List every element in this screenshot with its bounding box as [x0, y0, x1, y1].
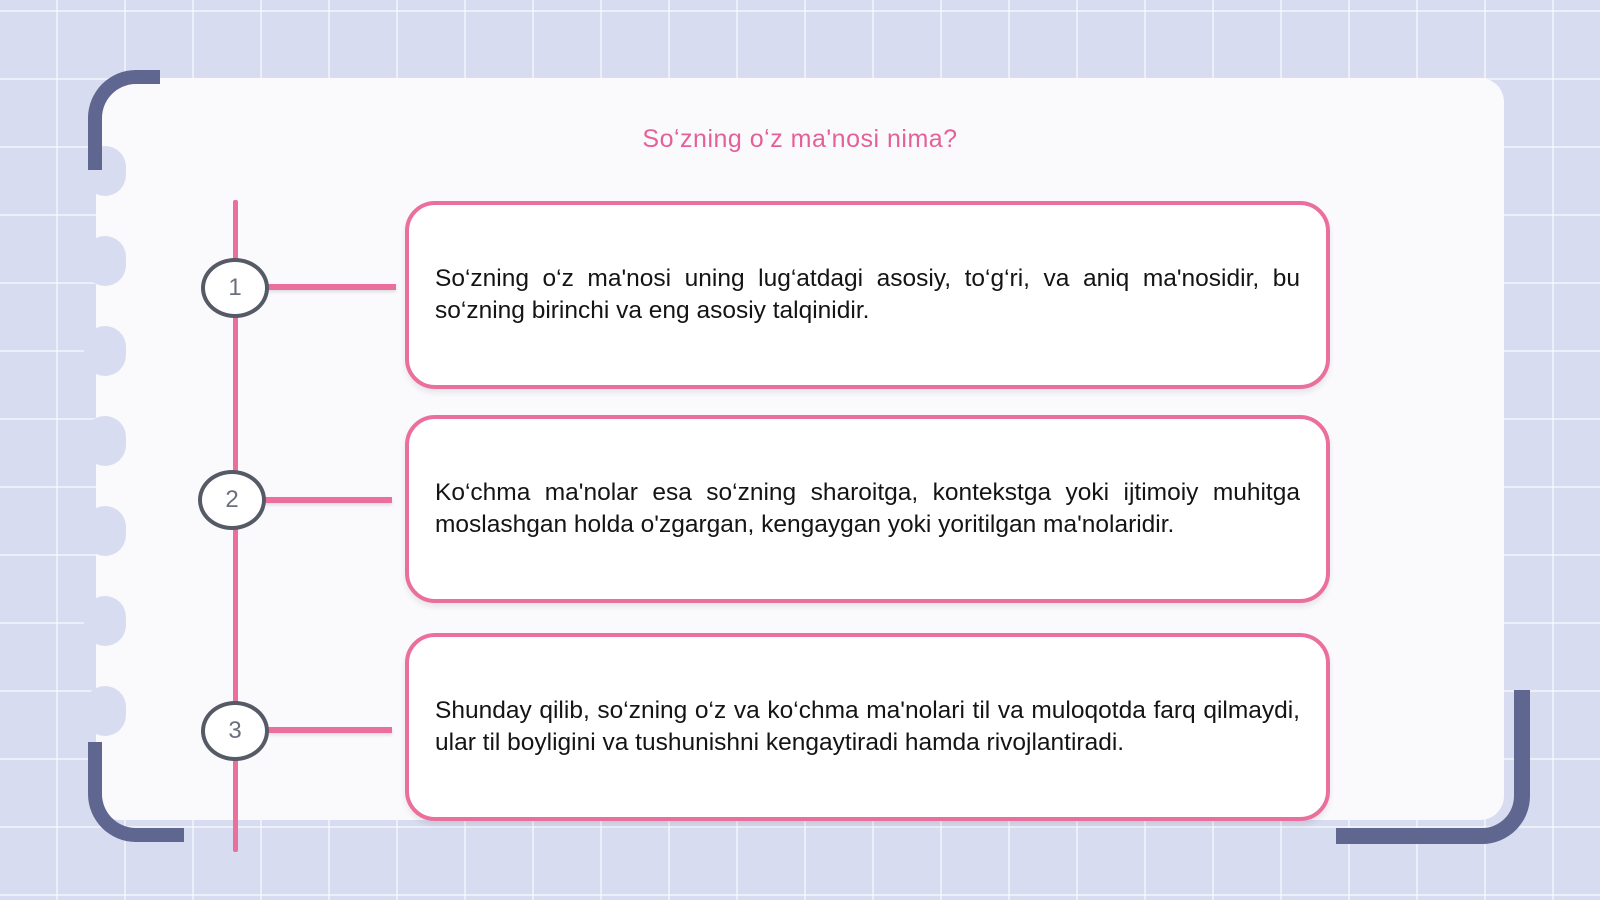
step-number-1: 1	[201, 258, 269, 318]
step-number-3: 3	[201, 701, 269, 761]
frame-corner-bottom-left	[88, 742, 184, 842]
paper-notch	[84, 416, 126, 466]
timeline-connector-3	[268, 727, 392, 733]
paper-notch	[84, 686, 126, 736]
paper-notch	[84, 326, 126, 376]
frame-corner-top-left	[88, 70, 160, 170]
definition-card-3	[405, 633, 1330, 821]
paper-notch	[84, 596, 126, 646]
timeline-connector-1	[268, 284, 396, 290]
definition-text-2: Ko‘chma ma'nolar esa so‘zning sharoitga, kontekstga yoki ijtimoiy muhitga moslashgan holda o'zgargan, kengaygan yoki yoritilgan ma'nolaridir.	[435, 479, 1300, 538]
definition-text-3: Shunday qilib, so‘zning o‘z va ko‘chma ma'nolari til va muloqotda farq qilmaydi, ular til boyligini va tushunishni kengaytiradi hamda rivojlantiradi.	[435, 697, 1300, 756]
definition-card-1	[405, 201, 1330, 389]
definition-card-2	[405, 415, 1330, 603]
paper-notch	[84, 506, 126, 556]
definition-text-1: So‘zning o‘z ma'nosi uning lug‘atdagi asosiy, to‘g‘ri, va aniq ma'nosidir, bu so‘zning birinchi va eng asosiy talqinidir.	[435, 265, 1300, 324]
paper-notch	[84, 236, 126, 286]
frame-corner-bottom-right	[1336, 690, 1530, 844]
timeline-connector-2	[264, 497, 392, 503]
step-number-2: 2	[198, 470, 266, 530]
slide-title: Soʻzning oʻz ma'nosi nima?	[642, 125, 958, 153]
